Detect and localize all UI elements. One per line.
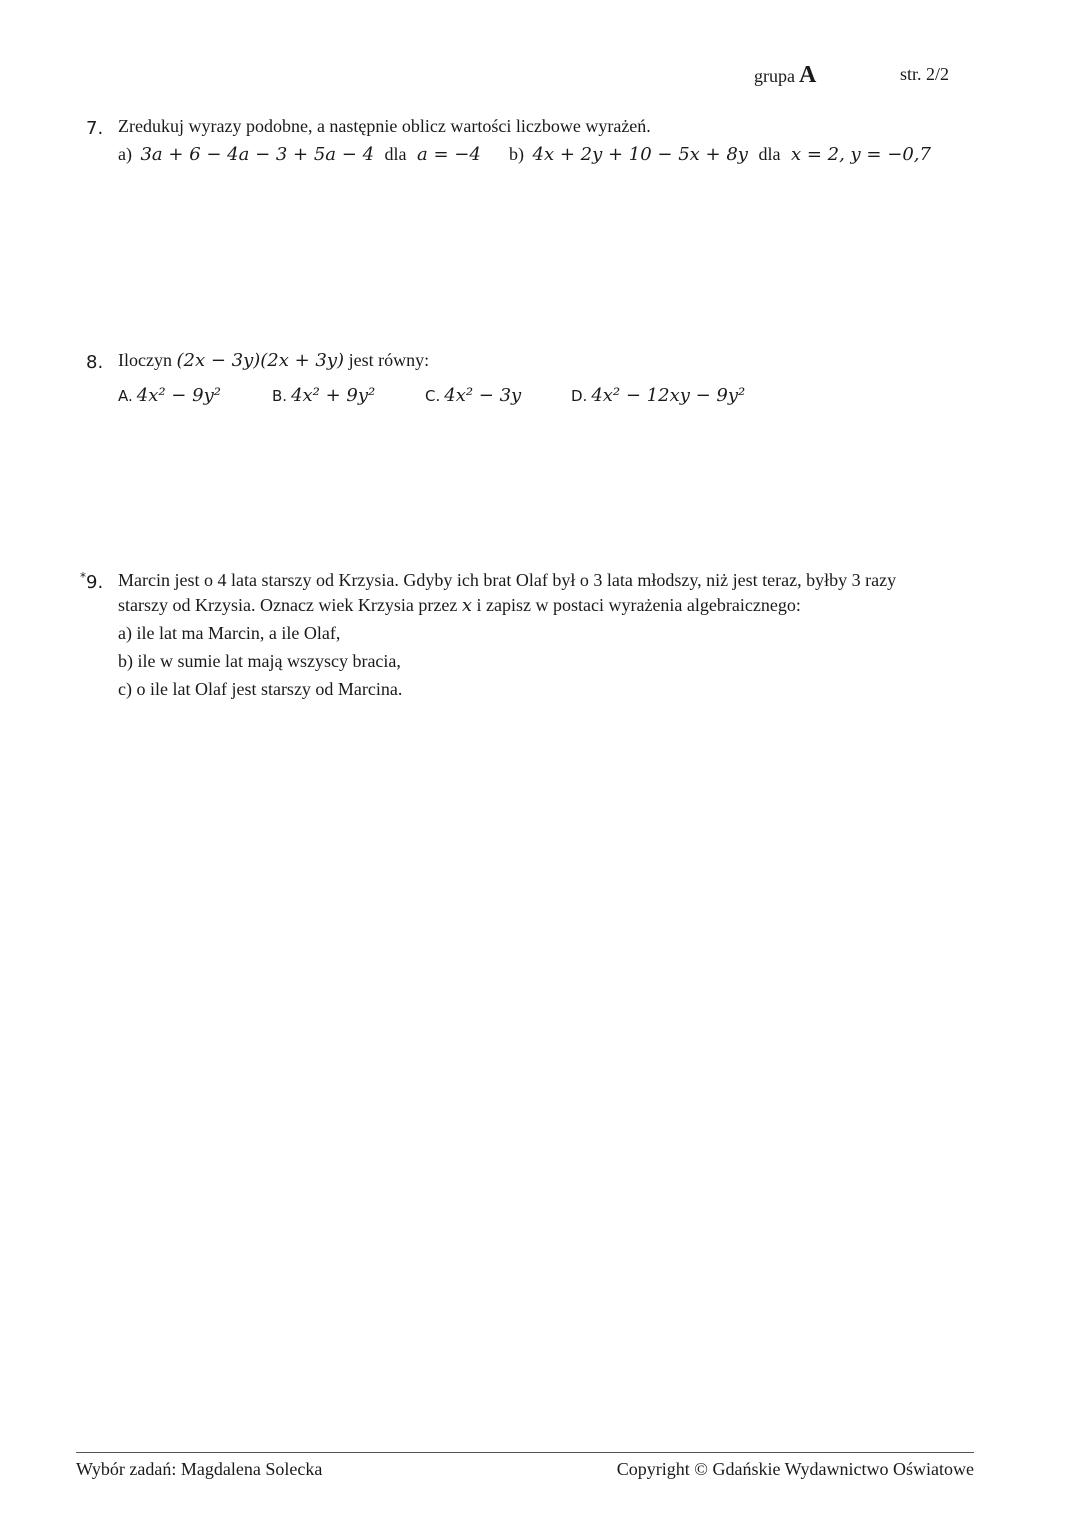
task-8-prompt-end: jest równy: <box>348 350 430 370</box>
task-7-b-value: x = 2, y = −0,7 <box>790 144 931 165</box>
task-8-option-c <box>425 385 521 406</box>
task-7-a-value: a = −4 <box>417 144 481 165</box>
item-label: b) <box>118 651 133 671</box>
task-9-item-a <box>118 623 340 644</box>
task-9-line-2-end: i zapisz w postaci wyrażenia algebraicznego: <box>476 595 801 615</box>
task-9-item-b <box>118 651 401 672</box>
item-label: a) <box>118 623 132 643</box>
task-9-star: * <box>80 570 86 584</box>
option-expression: 4x² − 9y² <box>136 385 221 406</box>
group-label: grupa <box>754 66 795 86</box>
task-7-b-expression: 4x + 2y + 10 − 5x + 8y <box>532 144 748 165</box>
option-expression: 4x² − 3y <box>444 385 522 406</box>
footer-divider <box>76 1452 974 1453</box>
task-9-line-1: Marcin jest o 4 lata starszy od Krzysia. Gdyby ich brat Olaf był o 3 lata młodszy, niż jest teraz, byłby 3 razy <box>118 570 897 590</box>
option-letter: A. <box>118 387 133 405</box>
task-9-number-text: 9. <box>86 572 104 593</box>
footer-author: Wybór zadań: Magdalena Solecka <box>76 1459 323 1479</box>
option-letter: B. <box>272 387 288 405</box>
task-7-part-a <box>118 144 481 165</box>
task-9-variable: x <box>461 595 473 616</box>
task-8-option-d <box>571 385 745 406</box>
task-7-a-label: a) <box>118 144 132 164</box>
task-7-b-label: b) <box>509 144 524 164</box>
task-9-number <box>80 572 103 593</box>
item-text: ile lat ma Marcin, a ile Olaf, <box>136 623 341 643</box>
task-8-prompt-start: Iloczyn <box>118 350 172 370</box>
item-text: ile w sumie lat mają wszyscy bracia, <box>137 651 401 671</box>
task-8-prompt <box>118 350 429 371</box>
task-8-number: 8. <box>86 352 104 373</box>
task-7-b-dla: dla <box>758 144 781 164</box>
task-9-line-2-start: starszy od Krzysia. Oznacz wiek Krzysia przez <box>118 595 458 615</box>
task-8-option-a <box>118 385 221 406</box>
task-7-a-dla: dla <box>384 144 407 164</box>
option-letter: C. <box>425 387 441 405</box>
option-letter: D. <box>571 387 588 405</box>
task-9-item-c <box>118 679 402 700</box>
option-expression: 4x² − 12xy − 9y² <box>591 385 746 406</box>
task-7-a-expression: 3a + 6 − 4a − 3 + 5a − 4 <box>140 144 375 165</box>
task-7-part-b <box>509 144 931 165</box>
option-expression: 4x² + 9y² <box>291 385 376 406</box>
page-number: str. 2/2 <box>900 64 950 84</box>
footer-copyright: Copyright © Gdańskie Wydawnictwo Oświatowe <box>616 1459 974 1479</box>
task-7-prompt: Zredukuj wyrazy podobne, a następnie oblicz wartości liczbowe wyrażeń. <box>118 116 651 136</box>
group-letter: A <box>798 62 817 88</box>
group-header <box>754 62 816 89</box>
task-8-product-expression: (2x − 3y)(2x + 3y) <box>176 350 345 371</box>
task-7-number: 7. <box>86 118 104 139</box>
item-label: c) <box>118 679 132 699</box>
task-8-option-b <box>272 385 375 406</box>
item-text: o ile lat Olaf jest starszy od Marcina. <box>136 679 403 699</box>
task-9-line-2 <box>118 595 801 616</box>
